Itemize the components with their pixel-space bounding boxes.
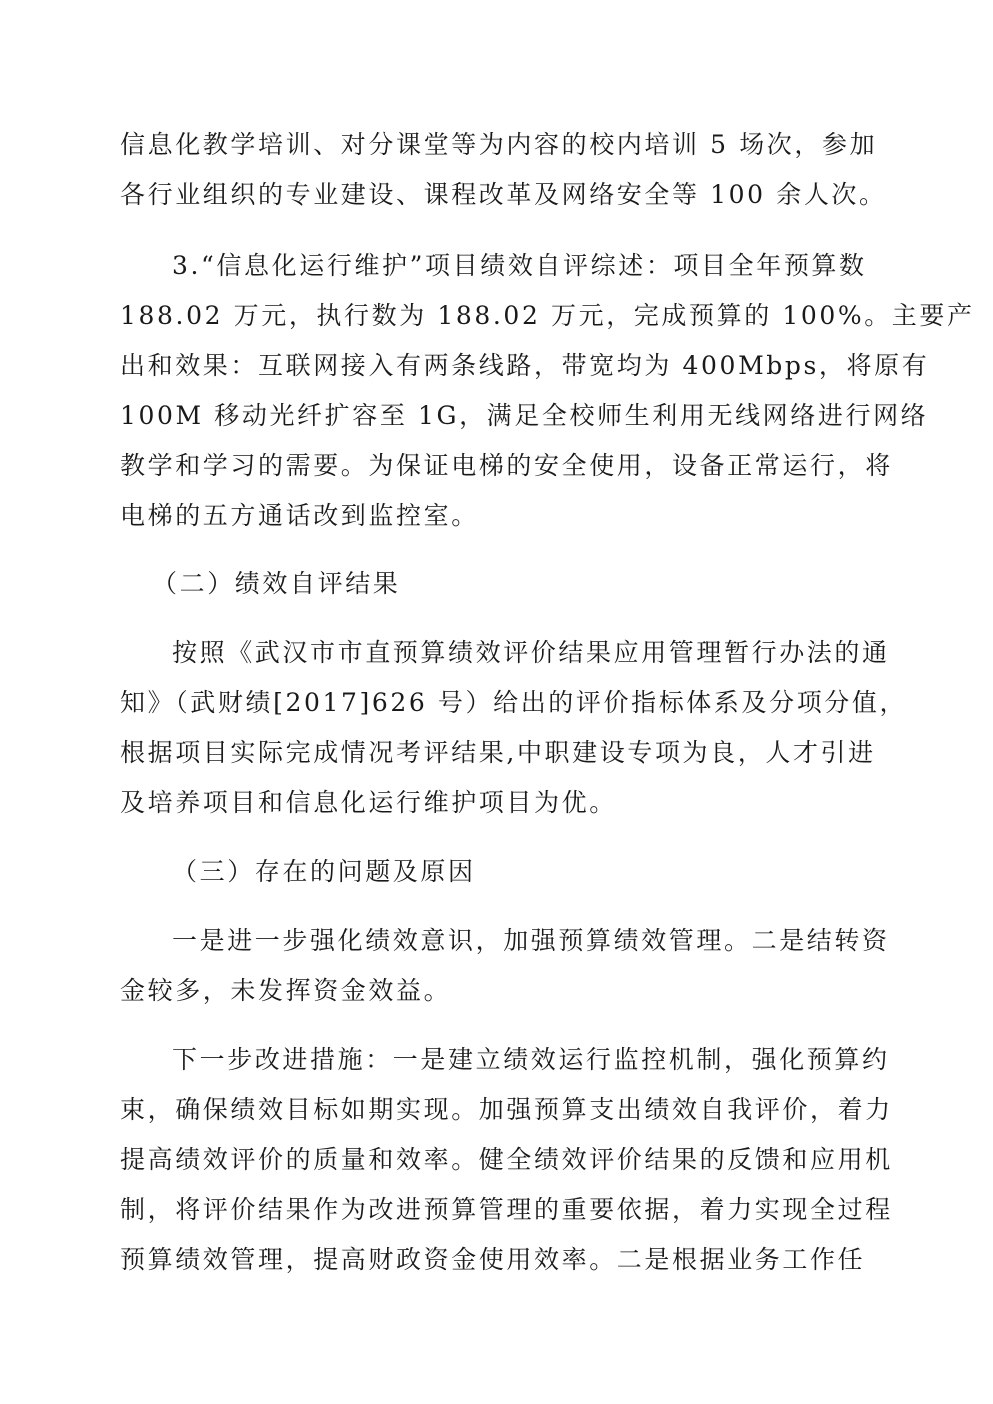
text-line: 各行业组织的专业建设、课程改革及网络安全等 100 余人次。 (120, 180, 887, 209)
text-line: 知》（武财绩[2017]626 号）给出的评价指标体系及分项分值， (120, 688, 908, 717)
text-line: 预算绩效管理，提高财政资金使用效率。二是根据业务工作任 (120, 1245, 866, 1274)
text-line: 188.02 万元，执行数为 188.02 万元，完成预算的 100%。主要产 (120, 301, 975, 330)
text-line: 教学和学习的需要。为保证电梯的安全使用，设备正常运行，将 (120, 451, 893, 480)
text-line: 3.“信息化运行维护”项目绩效自评综述：项目全年预算数 (172, 251, 867, 280)
text-line: 100M 移动光纤扩容至 1G，满足全校师生利用无线网络进行网络 (120, 401, 929, 430)
section-heading: （二）绩效自评结果 (152, 569, 401, 598)
text-line: 及培养项目和信息化运行维护项目为优。 (120, 788, 617, 817)
text-line: 下一步改进措施：一是建立绩效运行监控机制，强化预算约 (172, 1045, 890, 1074)
text-line: 提高绩效评价的质量和效率。健全绩效评价结果的反馈和应用机 (120, 1145, 893, 1174)
text-line: 按照《武汉市市直预算绩效评价结果应用管理暂行办法的通 (172, 638, 890, 667)
text-line: 电梯的五方通话改到监控室。 (120, 501, 479, 530)
text-line: 出和效果：互联网接入有两条线路，带宽均为 400Mbps，将原有 (120, 351, 930, 380)
section-heading: （三）存在的问题及原因 (172, 857, 476, 886)
text-line: 束，确保绩效目标如期实现。加强预算支出绩效自我评价，着力 (120, 1095, 893, 1124)
text-line: 制，将评价结果作为改进预算管理的重要依据，着力实现全过程 (120, 1195, 893, 1224)
text-line: 根据项目实际完成情况考评结果,中职建设专项为良，人才引进 (120, 738, 876, 767)
text-line: 信息化教学培训、对分课堂等为内容的校内培训 5 场次，参加 (120, 130, 878, 159)
text-line: 一是进一步强化绩效意识，加强预算绩效管理。二是结转资 (172, 926, 890, 955)
text-line: 金较多，未发挥资金效益。 (120, 976, 452, 1005)
